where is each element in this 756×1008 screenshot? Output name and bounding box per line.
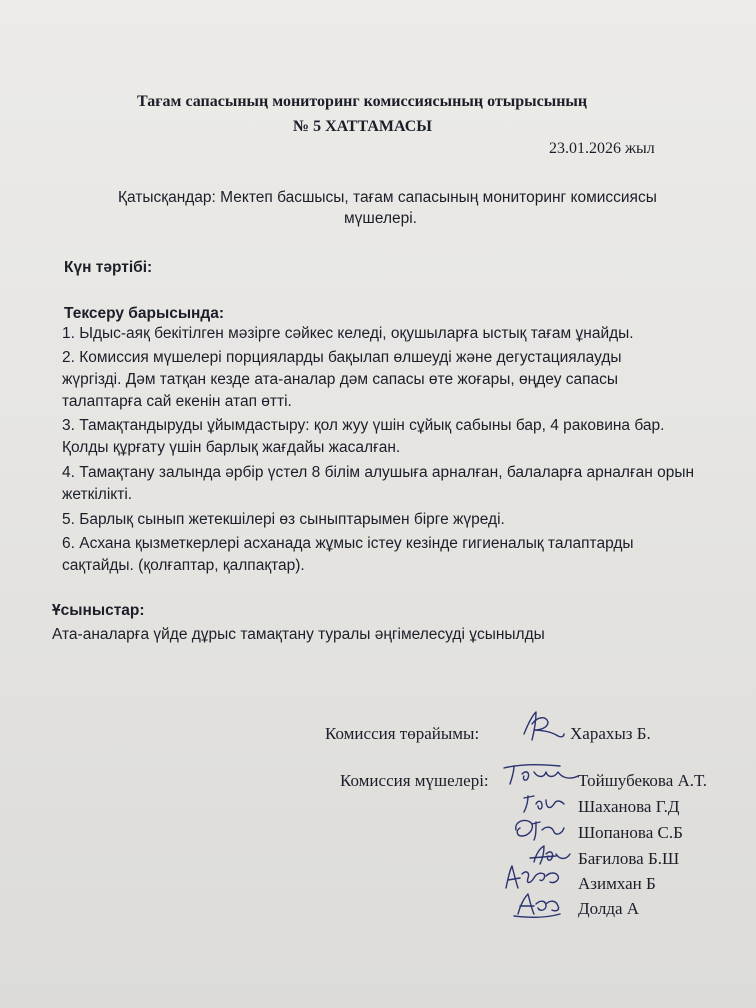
- chair-label: Комиссия төрайымы:: [325, 724, 480, 743]
- agenda-label: Күн тәртібі:: [64, 259, 153, 276]
- inspection-line: 5. Барлық сынып жетекшілері өз сыныптарымен бірге жүреді.: [62, 511, 505, 528]
- member-name: Азимхан Б: [578, 874, 656, 893]
- members-label: Комиссия мүшелері:: [340, 771, 489, 790]
- inspection-line: талаптарға сай екенін атап өтті.: [62, 393, 292, 410]
- inspection-line: Қолды құрғату үшін барлық жағдайы жасалған.: [62, 439, 401, 456]
- member-name: Шопанова С.Б: [578, 823, 683, 842]
- member-name: Бағилова Б.Ш: [578, 849, 680, 868]
- inspection-line: 3. Тамақтандыруды ұйымдастыру: қол жуу үшін сұйық сабыны бар, 4 раковина бар.: [62, 417, 665, 434]
- inspection-line: 6. Асхана қызметкерлері асханада жұмыс істеу кезінде гигиеналық талаптарды: [62, 535, 634, 552]
- chair-name: Харахыз Б.: [570, 724, 651, 743]
- proposals-heading: Ұсыныстар:: [52, 602, 145, 619]
- member-signature-icon: [520, 790, 568, 816]
- member-name: Шаханова Г.Д: [578, 797, 680, 816]
- chair-signature-icon: [518, 706, 568, 748]
- proposals-text: Ата-аналарға үйде дұрыс тамақтану туралы әңгімелесуді ұсынылды: [52, 626, 545, 643]
- inspection-line: сақтайды. (қолғаптар, қалпақтар).: [62, 557, 305, 574]
- member-signature-icon: [510, 888, 566, 918]
- member-name: Долда А: [578, 899, 640, 918]
- participants-line1: Қатысқандар: Мектеп басшысы, тағам сапасының мониторинг комиссиясы: [118, 189, 657, 206]
- inspection-line: 4. Тамақтану залында әрбір үстел 8 білім алушыға арналған, балаларға арналған орын: [62, 464, 695, 481]
- inspection-line: 1. Ыдыс-аяқ бекітілген мәзірге сәйкес келеді, оқушыларға ыстық тағам ұнайды.: [62, 325, 634, 342]
- protocol-date: 23.01.2026 жыл: [549, 140, 655, 157]
- member-signature-icon: [500, 760, 584, 790]
- inspection-line: жүргізді. Дәм татқан кезде ата-аналар дәм сапасы өте жоғары, өңдеу сапасы: [62, 371, 619, 388]
- protocol-title-number: № 5 ХАТТАМАСЫ: [293, 118, 433, 135]
- participants-line2: мүшелері.: [344, 210, 417, 227]
- member-name: Тойшубекова А.Т.: [578, 771, 707, 790]
- inspection-heading: Тексеру барысында:: [64, 305, 225, 322]
- inspection-line: 2. Комиссия мүшелері порцияларды бақылап өлшеуді және дегустациялауды: [62, 349, 622, 366]
- member-signature-icon: [510, 814, 568, 844]
- inspection-line: жеткілікті.: [62, 486, 133, 503]
- protocol-title-line1: Тағам сапасының мониторинг комиссиясының отырысының: [137, 93, 588, 110]
